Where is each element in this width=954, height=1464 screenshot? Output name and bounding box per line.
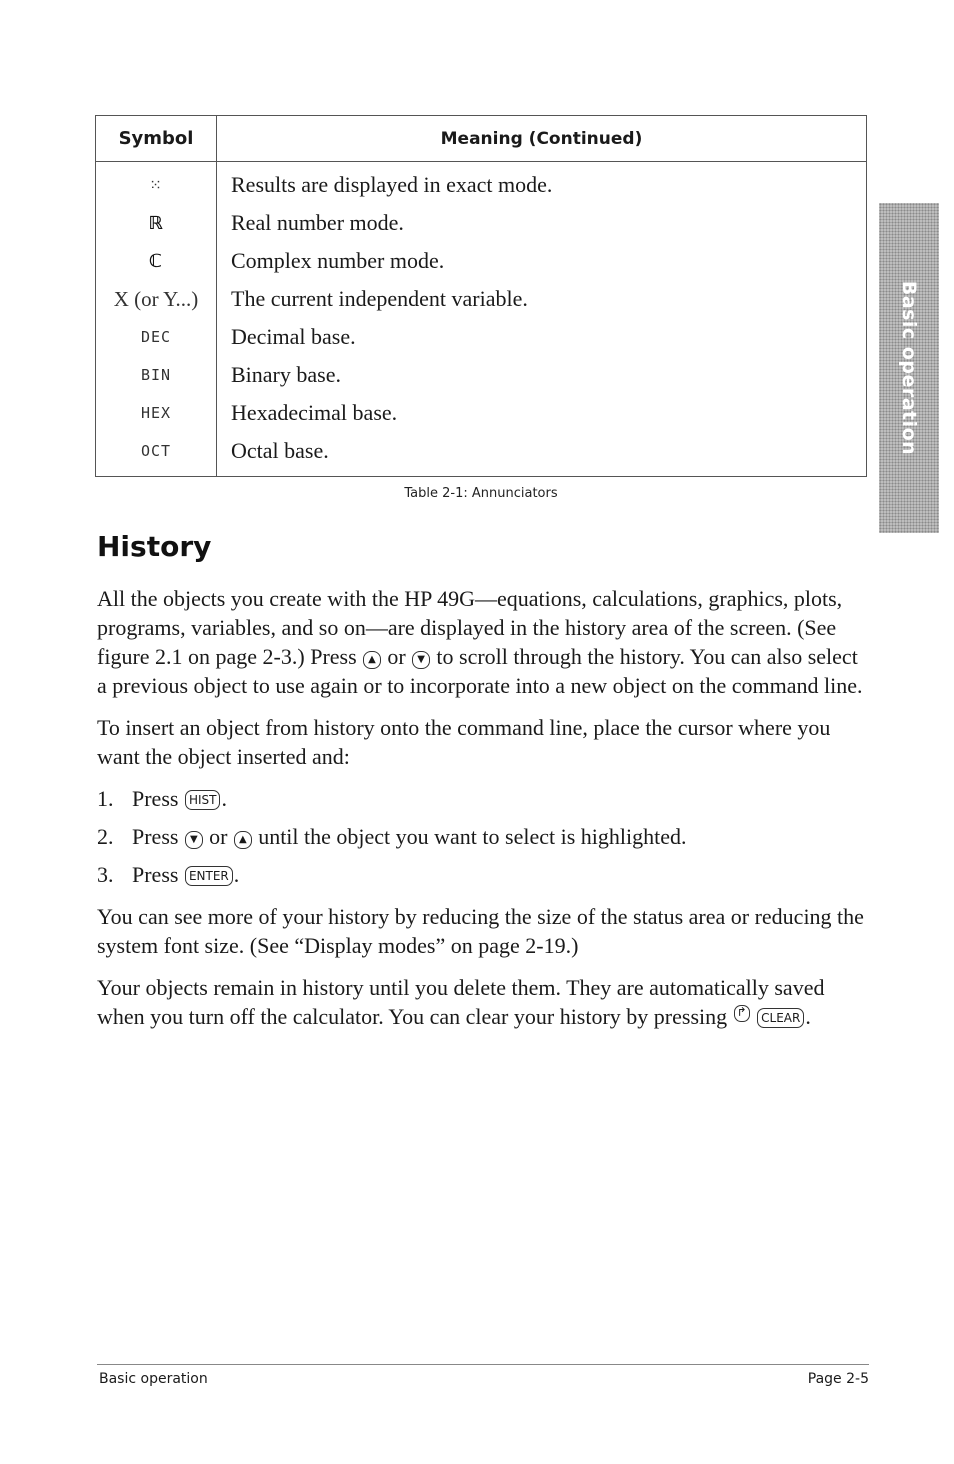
step-list (97, 784, 865, 889)
row-meaning: Binary base. (231, 362, 341, 387)
list-item: 1. Press HIST . (97, 786, 227, 811)
meaning-column-header: Meaning (Continued) (217, 116, 867, 162)
chapter-side-tab (879, 203, 939, 533)
enter-key-icon: ENTER (185, 866, 233, 886)
hex-symbol: HEX (96, 394, 217, 432)
list-item: 3. Press ENTER . (97, 862, 240, 887)
dec-symbol: DEC (96, 318, 217, 356)
section-heading: History (97, 530, 212, 563)
row-meaning: The current independent variable. (231, 286, 528, 311)
clear-key-icon: CLEAR (757, 1008, 804, 1028)
down-arrow-key-icon: ▼ (185, 831, 203, 849)
table-row (96, 242, 867, 280)
row-meaning: Complex number mode. (231, 248, 445, 273)
table-row (96, 394, 867, 432)
paragraph-insert: To insert an object from history onto the command line, place the cursor where you want the object inserted and: (97, 715, 831, 769)
table-row (96, 204, 867, 242)
row-meaning: Results are displayed in exact mode. (231, 172, 553, 197)
bin-symbol: BIN (96, 356, 217, 394)
complex-mode-symbol: ℂ (96, 242, 217, 280)
paragraph-clear: Your objects remain in history until you delete them. They are automatically saved when you turn off the calculator. You can clear your history by pressing ↱ CLEAR . (97, 973, 865, 1031)
footer-chapter-title: Basic operation (99, 1371, 208, 1387)
paragraph-intro: All the objects you create with the HP 49G—equations, calculations, graphics, plots, programs, variables, and so on—are displayed in the history area of the screen. (See figure 2.1 on page 2-3.) Press ▲ or ▼ to scroll through the history. You can also select a previous object to use again or to incorporate into a new object on the command line. (97, 586, 863, 698)
symbol-column-header: Symbol (96, 116, 217, 162)
table-caption: Table 2-1: Annunciators (404, 486, 558, 501)
row-meaning: Real number mode. (231, 210, 404, 235)
footer-divider (97, 1364, 869, 1365)
footer-page-number: Page 2-5 (807, 1371, 869, 1387)
table-row (96, 162, 867, 205)
section-body (97, 584, 865, 1044)
table-row (96, 318, 867, 356)
annunciator-table (95, 115, 867, 477)
exact-mode-symbol: ⁙ (96, 162, 217, 205)
table-row (96, 356, 867, 394)
row-meaning: Octal base. (231, 438, 329, 463)
hist-key-icon: HIST (185, 790, 221, 810)
list-item: 2. Press ▼ or ▲ until the object you want to select is highlighted. (97, 824, 687, 849)
paragraph-status-area: You can see more of your history by reducing the size of the status area or reducing the system font size. (See “Display modes” on page 2-19.) (97, 904, 864, 958)
oct-symbol: OCT (96, 432, 217, 477)
up-arrow-key-icon: ▲ (363, 651, 381, 669)
table-row (96, 280, 867, 318)
row-meaning: Hexadecimal base. (231, 400, 398, 425)
chapter-tab-label: Basic operation (898, 280, 920, 456)
down-arrow-key-icon: ▼ (412, 651, 430, 669)
table-header-row (96, 116, 867, 162)
right-shift-key-icon (734, 1005, 750, 1022)
up-arrow-key-icon: ▲ (234, 831, 252, 849)
table-row (96, 432, 867, 477)
real-mode-symbol: ℝ (96, 204, 217, 242)
row-meaning: Decimal base. (231, 324, 356, 349)
independent-variable-symbol: X (or Y...) (96, 280, 217, 318)
